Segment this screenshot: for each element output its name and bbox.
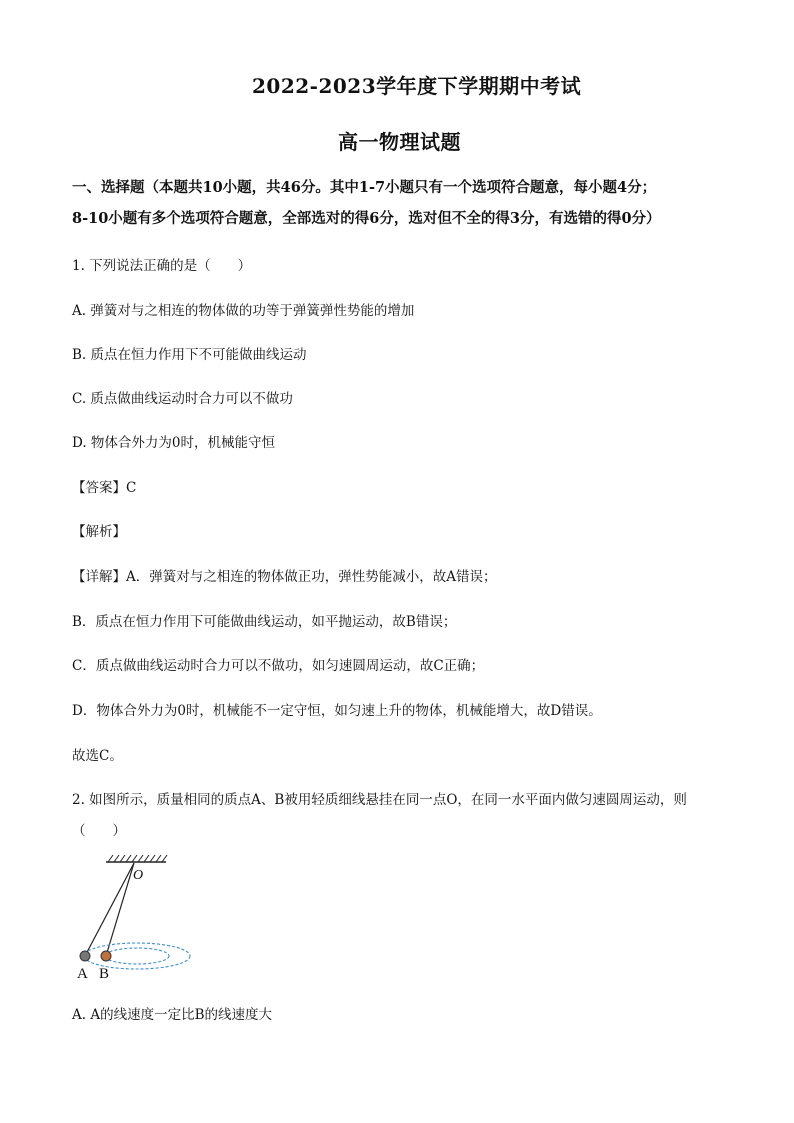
- label-b: B: [99, 966, 110, 982]
- string-a: [85, 863, 134, 956]
- mass-a: [80, 951, 90, 961]
- question-1-analysis-label: 【解析】: [72, 524, 126, 540]
- label-a: A: [77, 966, 88, 982]
- exam-title: 2022-2023学年度下学期期中考试: [252, 74, 582, 98]
- question-2-stem-line-1: 2. 如图所示，质量相同的质点A、B被用轻质细线悬挂在同一点O，在同一水平面内做匀速圆周运动，则: [72, 792, 687, 808]
- question-1-option-b: B. 质点在恒力作用下不可能做曲线运动: [72, 347, 307, 363]
- question-1-option-a: A. 弹簧对与之相连的物体做的功等于弹簧弹性势能的增加: [72, 303, 415, 319]
- question-1-detail-d: D．物体合外力为0时，机械能不一定守恒，如匀速上升的物体，机械能增大，故D错误。: [72, 703, 602, 719]
- label-o: O: [133, 868, 144, 883]
- ceiling-hatching: [108, 855, 167, 862]
- string-b: [106, 863, 134, 956]
- question-1-detail-c: C．质点做曲线运动时合力可以不做功，如匀速圆周运动，故C正确；: [72, 658, 485, 674]
- question-1-option-c: C. 质点做曲线运动时合力可以不做功: [72, 391, 293, 407]
- exam-subtitle: 高一物理试题: [338, 130, 461, 154]
- question-1-conclusion: 故选C。: [72, 748, 123, 764]
- section-heading-line-2: 8-10小题有多个选项符合题意，全部选对的得6分，选对但不全的得3分，有选错的得0分）: [72, 210, 661, 227]
- question-1-detail-b: B．质点在恒力作用下可能做曲线运动，如平抛运动，故B错误；: [72, 614, 457, 630]
- question-1-detail-a: 【详解】A．弹簧对与之相连的物体做正功，弹性势能减小，故A错误；: [72, 569, 497, 585]
- question-1-answer: 【答案】C: [72, 480, 137, 496]
- mass-b: [101, 951, 111, 961]
- question-2-figure: [70, 852, 200, 982]
- orbit-b: [105, 948, 169, 964]
- question-2-stem-line-2: （ ）: [72, 823, 126, 839]
- section-heading-line-1: 一、选择题（本题共10小题，共46分。其中1-7小题只有一个选项符合题意，每小题4分；: [72, 179, 657, 196]
- question-1-option-d: D. 物体合外力为0时，机械能守恒: [72, 435, 276, 451]
- question-2-option-a: A. A的线速度一定比B的线速度大: [72, 1007, 273, 1023]
- question-1-stem: 1. 下列说法正确的是（ ）: [72, 258, 252, 274]
